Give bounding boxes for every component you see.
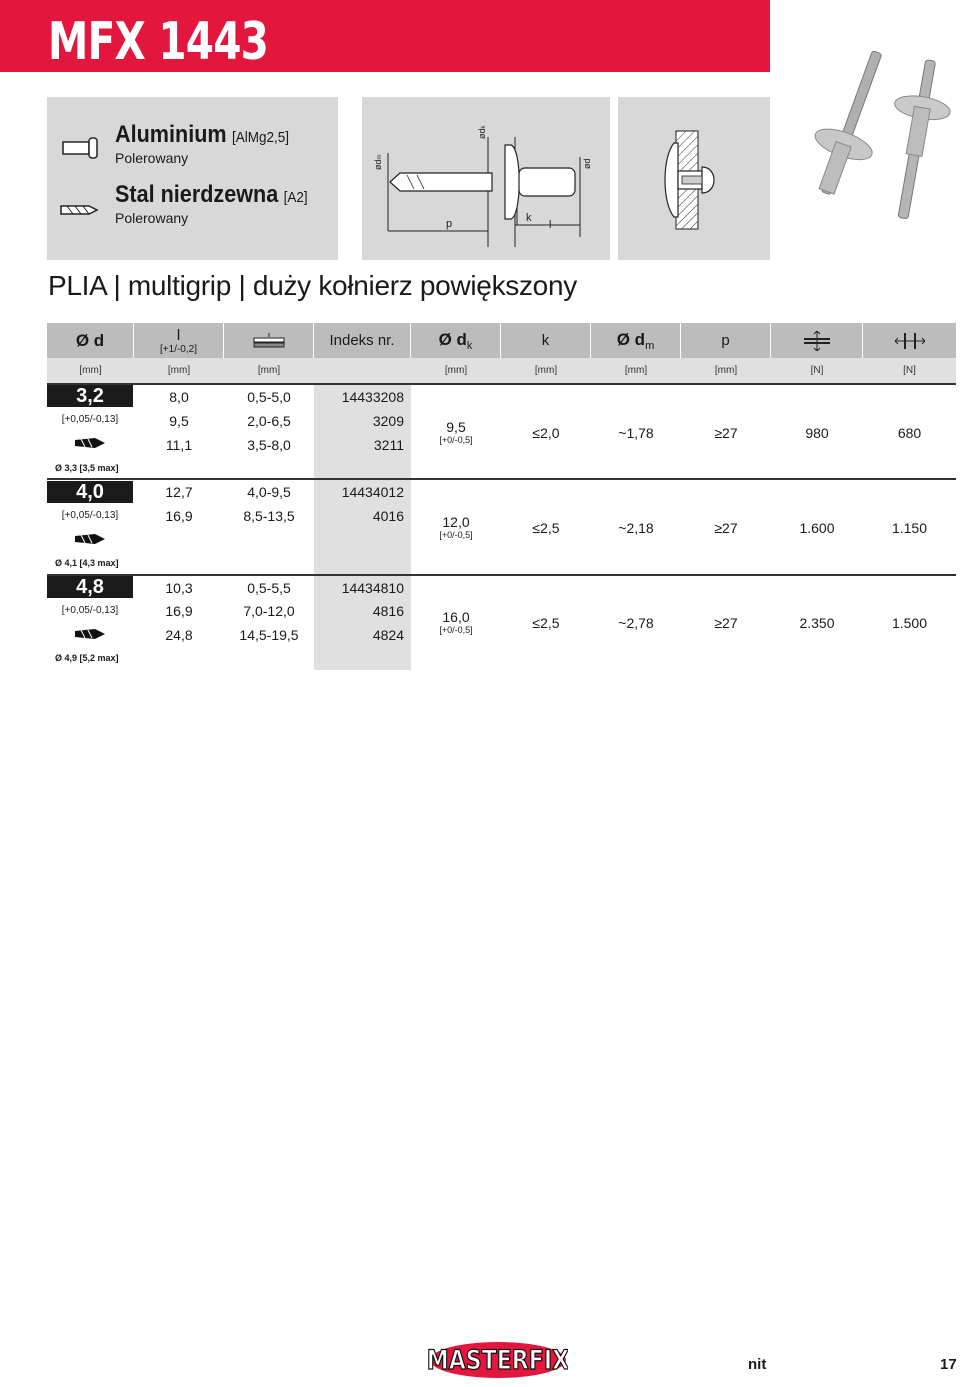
material-code: [AlMg2,5] <box>232 129 290 146</box>
rivet-diameter: 4,8 <box>47 576 133 598</box>
unit-label: [mm] <box>714 365 738 376</box>
group-divider <box>47 574 956 576</box>
shear-force: 980 <box>805 425 829 441</box>
rivet-steel-icon <box>59 201 101 219</box>
label-l: l <box>549 219 552 231</box>
col-header-index <box>314 323 411 358</box>
col-header-grip <box>224 323 314 358</box>
col-header-main: Ø d <box>75 330 105 350</box>
length-value: 8,0 <box>169 389 189 405</box>
shear-force: 2.350 <box>799 615 835 631</box>
index-number: 3209 <box>372 413 404 429</box>
svg-text:ødk <box>477 124 487 139</box>
rivet-diameter: 4,0 <box>47 481 133 503</box>
diameter-tolerance: [+0,05/-0,13] <box>61 510 119 521</box>
grip-range-icon <box>252 333 286 349</box>
table-header <box>47 323 956 358</box>
unit-label: [N] <box>903 365 916 376</box>
tensile-force: 680 <box>897 425 922 441</box>
length-value: 16,9 <box>165 603 193 619</box>
col-header-dk <box>411 323 501 358</box>
rivet-photo-svg <box>770 40 960 260</box>
col-header-shear <box>771 323 863 358</box>
mandrel-diameter: ~2,78 <box>618 615 654 631</box>
grip-range: 3,5-8,0 <box>247 437 291 453</box>
material-finish: Polerowany <box>115 210 189 226</box>
drill-hole-size: Ø 4,9 [5,2 max] <box>55 653 119 663</box>
grip-range: 8,5-13,5 <box>243 508 295 524</box>
col-header-main: Ø d <box>438 329 467 349</box>
length-value: 12,7 <box>165 484 193 500</box>
length-value: 9,5 <box>169 413 189 429</box>
head-diameter: 12,0 <box>442 514 470 530</box>
label-odm-sub: m <box>377 154 383 160</box>
material-name-steel <box>115 181 308 209</box>
col-header-main: p <box>721 332 730 349</box>
svg-text:ødm <box>373 154 383 170</box>
length-value: 16,9 <box>165 508 193 524</box>
head-height: ≤2,5 <box>532 520 560 536</box>
index-number: 4016 <box>372 508 404 524</box>
index-number: 14433208 <box>341 389 404 405</box>
index-number: 4824 <box>372 627 404 643</box>
col-header-l <box>134 323 224 358</box>
page-title: MFX 1443 <box>48 12 269 72</box>
col-header-p <box>681 323 771 358</box>
installed-rivet-drawing <box>618 97 770 260</box>
drill-icon <box>73 436 107 450</box>
col-header-sub: k <box>466 339 473 352</box>
drill-icon <box>73 627 107 641</box>
col-header-main: l <box>176 326 181 344</box>
rivet-dimension-drawing <box>362 97 610 260</box>
material-finish: Polerowany <box>115 150 189 166</box>
section-title: PLIA | multigrip | duży kołnierz powiększony <box>48 270 577 301</box>
index-number: 3211 <box>373 437 404 453</box>
col-header-main: Ø d <box>616 329 646 349</box>
unit-label: [mm] <box>257 365 281 376</box>
label-odk: ød <box>477 128 487 139</box>
diameter-tolerance: [+0,05/-0,13] <box>61 414 119 425</box>
grip-range: 0,5-5,0 <box>247 389 291 405</box>
unit-label: [mm] <box>444 365 468 376</box>
mandrel-protrusion: ≥27 <box>714 520 738 536</box>
mandrel-protrusion: ≥27 <box>714 615 738 631</box>
head-diameter: 16,0 <box>442 609 470 625</box>
rivet-diameter: 3,2 <box>47 385 133 407</box>
col-header-d <box>47 323 134 358</box>
head-height: ≤2,0 <box>532 425 560 441</box>
unit-label: [N] <box>810 365 824 376</box>
mandrel-diameter: ~1,78 <box>618 425 654 441</box>
rivet-drawing-svg <box>362 97 610 260</box>
head-diameter: 9,5 <box>446 419 466 435</box>
mandrel-diameter: ~2,18 <box>618 520 654 536</box>
group-divider <box>47 478 956 480</box>
head-diameter-tolerance: [+0/-0,5] <box>439 625 473 635</box>
index-number: 4816 <box>372 603 404 619</box>
grip-range: 7,0-12,0 <box>243 603 295 619</box>
shear-force-icon <box>802 331 832 351</box>
col-header-main: Indeks nr. <box>329 332 395 349</box>
label-odm: ød <box>373 159 383 170</box>
rivet-aluminium-icon <box>61 137 101 159</box>
page-number: 17 <box>940 1356 957 1373</box>
unit-label: [mm] <box>624 365 648 376</box>
label-k: k <box>526 212 532 224</box>
logo-svg <box>428 1336 568 1382</box>
tensile-force: 1.500 <box>891 615 928 631</box>
col-header-sub: [+1/-0,2] <box>160 343 197 355</box>
grip-range: 2,0-6,5 <box>247 413 291 429</box>
material-name: Aluminium <box>115 121 227 148</box>
head-height: ≤2,5 <box>532 615 560 631</box>
material-box <box>47 97 338 260</box>
unit-label <box>314 358 411 383</box>
unit-label: [mm] <box>167 365 191 376</box>
grip-range: 14,5-19,5 <box>239 627 299 643</box>
tensile-force-icon <box>895 331 925 351</box>
head-diameter-tolerance: [+0/-0,5] <box>439 435 473 445</box>
group-divider <box>47 383 956 385</box>
col-header-tensile <box>863 323 956 358</box>
col-header-main: k <box>541 332 550 349</box>
col-header-k <box>501 323 591 358</box>
head-diameter-tolerance: [+0/-0,5] <box>439 530 473 540</box>
material-name: Stal nierdzewna <box>115 181 279 208</box>
diameter-tolerance: [+0,05/-0,13] <box>61 605 119 616</box>
logo-text: MASTERFIX <box>428 1344 568 1376</box>
tensile-force: 1.150 <box>891 520 928 536</box>
length-value: 10,3 <box>165 580 193 596</box>
material-name-aluminium <box>115 121 289 149</box>
index-number: 14434810 <box>341 580 404 596</box>
length-value: 11,1 <box>165 437 193 453</box>
shear-force: 1.600 <box>799 520 835 536</box>
drill-hole-size: Ø 4,1 [4,3 max] <box>55 558 119 568</box>
label-odk-sub: k <box>481 125 487 129</box>
col-header-sub: m <box>645 339 655 352</box>
col-header-dm <box>591 323 681 358</box>
material-code: [A2] <box>283 189 308 206</box>
length-value: 24,8 <box>165 627 193 643</box>
label-od: ød <box>582 158 592 169</box>
unit-label: [mm] <box>79 365 102 376</box>
drill-icon <box>73 532 107 546</box>
masterfix-logo <box>428 1336 568 1382</box>
footer-category: nit <box>748 1356 767 1373</box>
mandrel-protrusion: ≥27 <box>714 425 738 441</box>
rivet-photo <box>770 40 960 260</box>
label-p: p <box>446 218 453 230</box>
installed-rivet-svg <box>618 97 770 260</box>
units-row <box>47 358 956 383</box>
unit-label: [mm] <box>534 365 558 376</box>
grip-range: 4,0-9,5 <box>247 484 291 500</box>
index-number: 14434012 <box>341 484 404 500</box>
grip-range: 0,5-5,5 <box>247 580 291 596</box>
drill-hole-size: Ø 3,3 [3,5 max] <box>55 463 119 473</box>
